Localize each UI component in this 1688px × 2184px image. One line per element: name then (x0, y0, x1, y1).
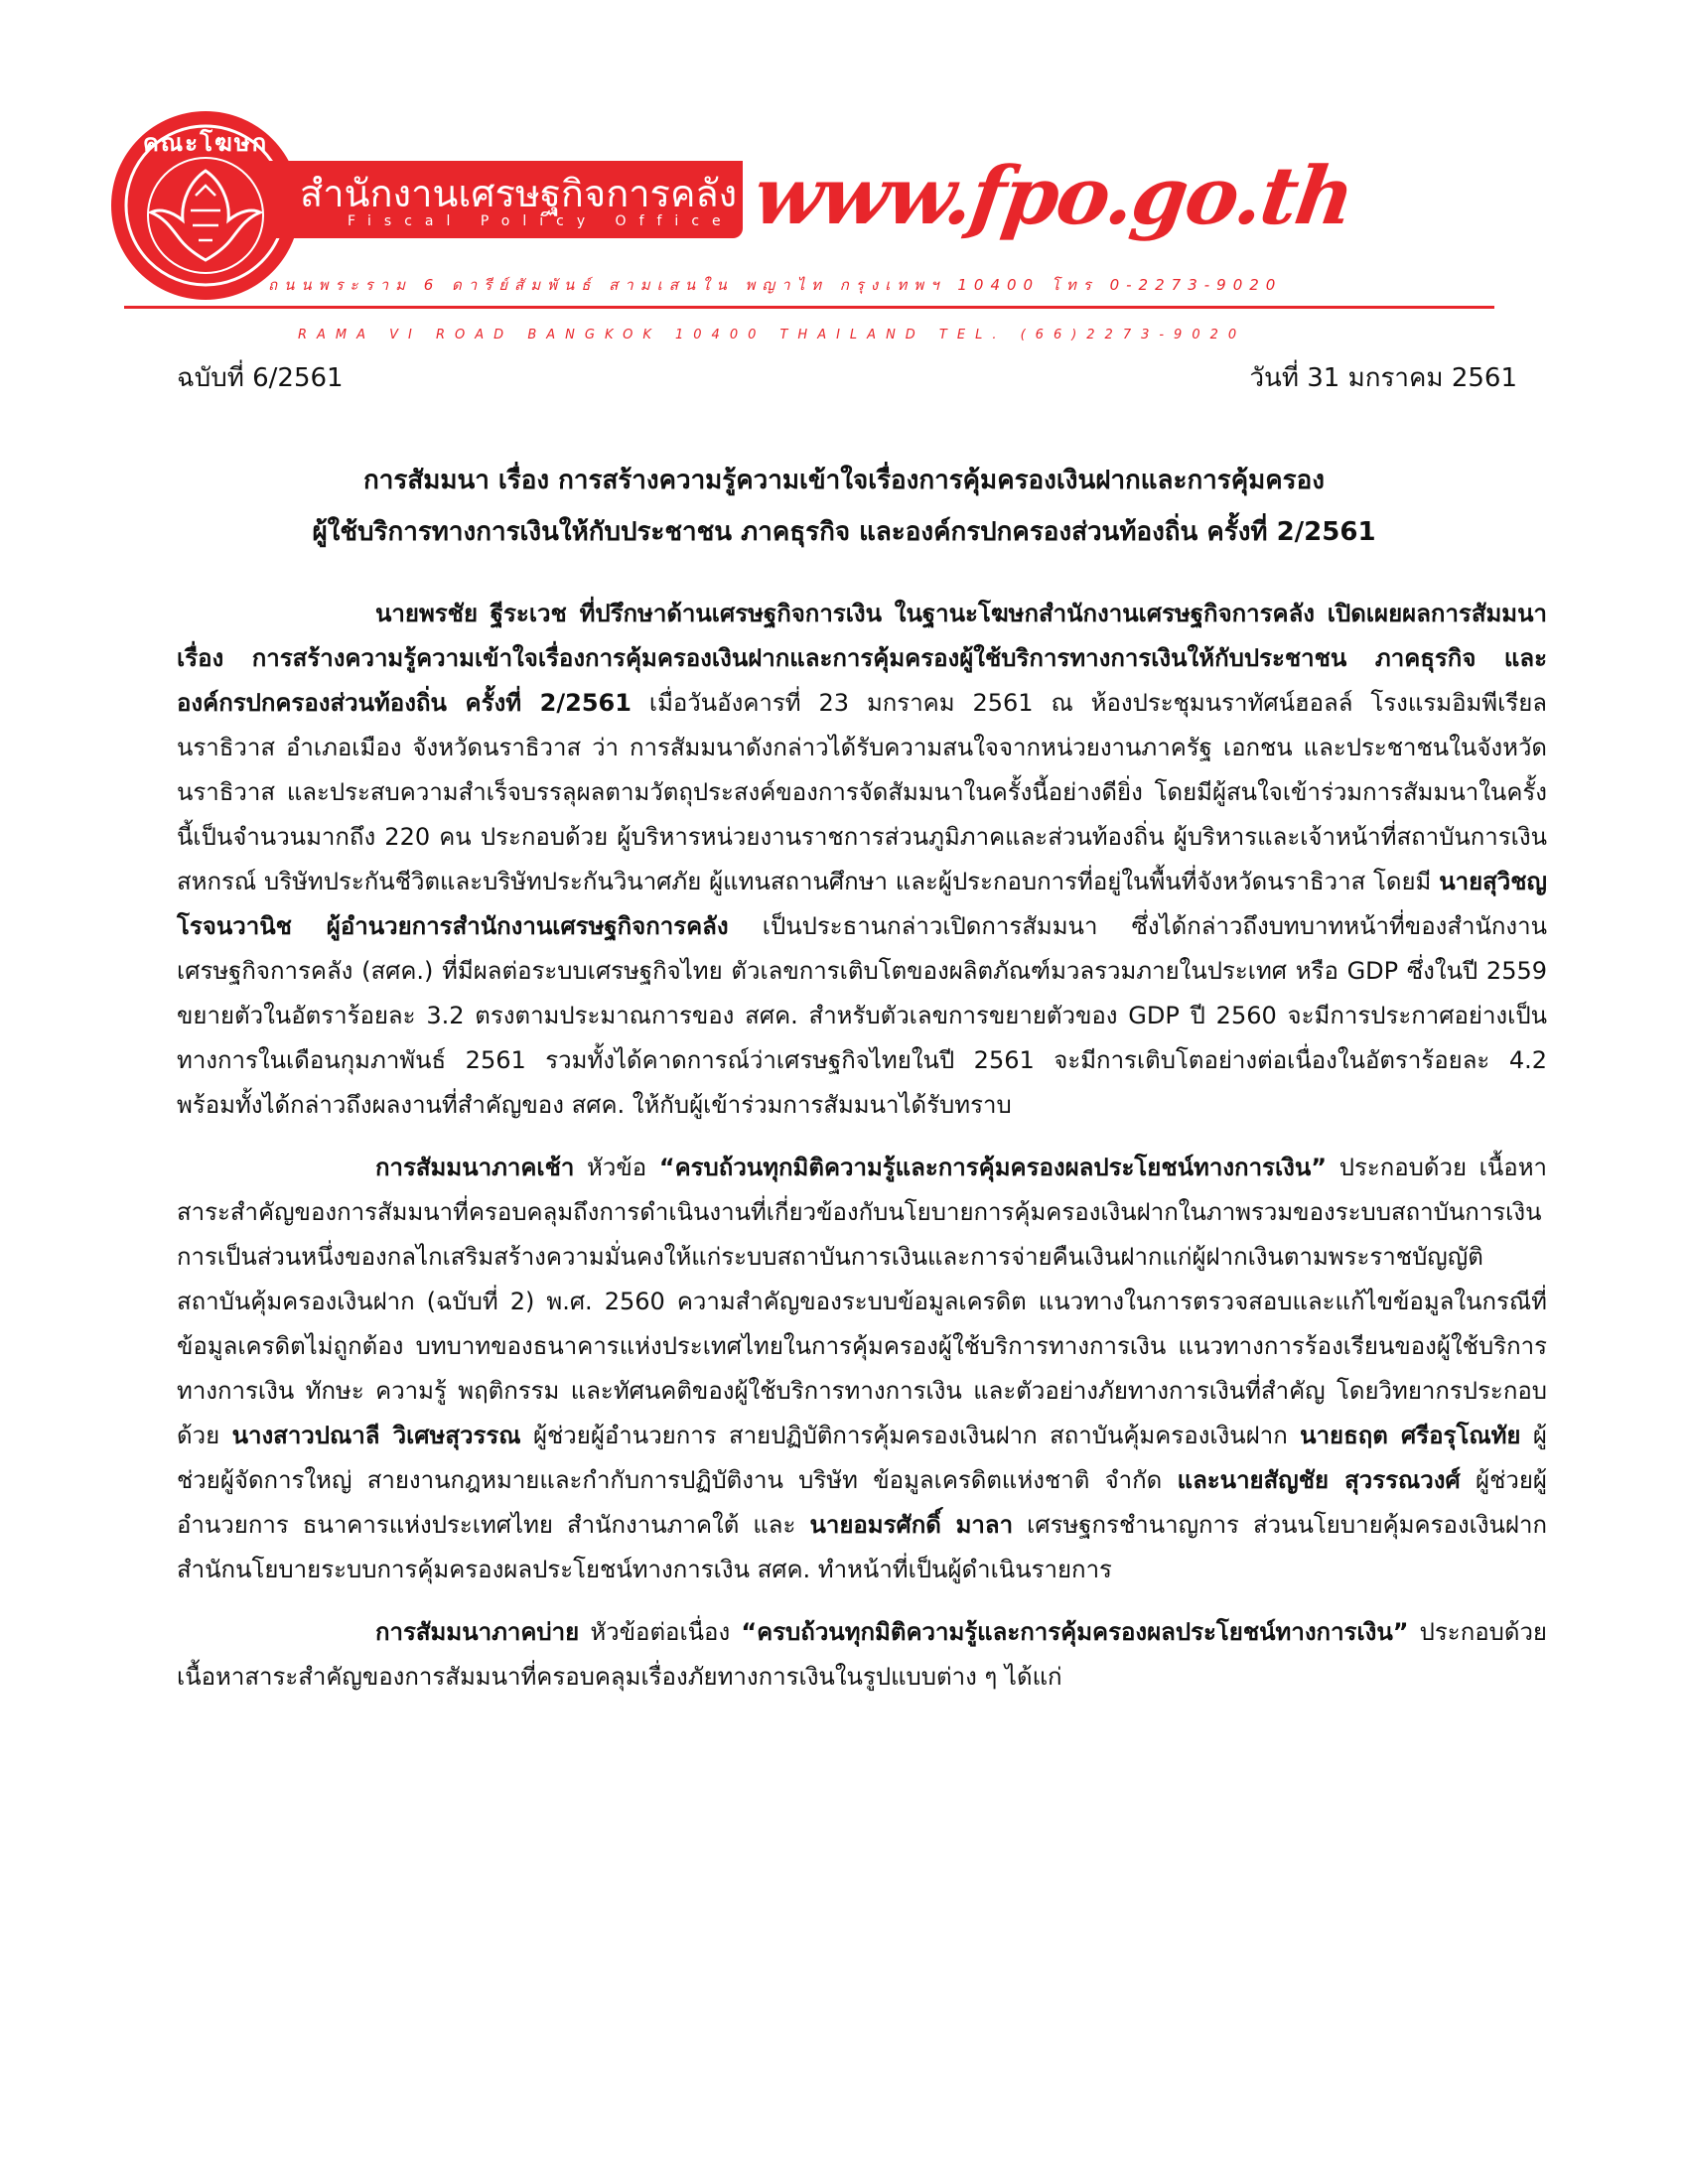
p2-bold-2: “ครบถ้วนทุกมิติความรู้และการคุ้มครองผลประโยชน์ทางการเงิน” (658, 1154, 1328, 1181)
address-thai: ถนนพระราม 6 ดารีย์สัมพันธ์ สามเสนใน พญาไท กรุงเทพฯ 10400 โทร 0-2273-9020 (268, 276, 1283, 294)
p2-bold-1: การสัมมนาภาคเช้า (375, 1154, 575, 1181)
p2-text-4: ผู้ช่วยผู้จัดการใหญ่ สายงานกฎหมายและกำกับการปฏิบัติงาน บริษัท ข้อมูลเครดิตแห่งชาติ จำกัด (177, 1422, 1547, 1494)
p1-bold-2: นายสุวิชญ โรจนวานิช ผู้อำนวยการสำนักงานเศรษฐกิจการคลัง (177, 868, 1547, 940)
p2-bold-3: นางสาวปณาลี วิเศษสุวรรณ (231, 1422, 521, 1449)
p2-text-3: ผู้ช่วยผู้อำนวยการ สายปฏิบัติการคุ้มครองเงินฝาก สถาบันคุ้มครองเงินฝาก (520, 1422, 1301, 1449)
title-line-1: การสัมมนา เรื่อง การสร้างความรู้ความเข้าใจเรื่องการคุ้มครองเงินฝากและการคุ้มครอง (363, 466, 1325, 495)
p3-bold-2: “ครบถ้วนทุกมิติความรู้และการคุ้มครองผลประโยชน์ทางการเงิน” (741, 1618, 1409, 1646)
p2-bold-5: นายสัญชัย สุวรรณวงศ์ (1219, 1466, 1461, 1494)
p2-text-1: หัวข้อ (574, 1154, 659, 1181)
p2-text-2: ประกอบด้วย เนื้อหาสาระสำคัญของการสัมมนาที่ครอบคลุมถึงการดำเนินงานที่เกี่ยวข้องกับนโยบายการคุ้มครองเงินฝากในภาพรวมของระบบสถาบันการเงิน การเป็นส่วนหนึ่งของกลไกเสริมสร้างความมั่นคงให้แก่ระบบสถาบันการเงินและการจ่ายคืนเงินฝากแก่ผู้ฝากเงินตามพระราชบัญญัติสถาบันคุ้มครองเงินฝาก (ฉบับที่ 2) พ.ศ. 2560 ความสำคัญของระบบข้อมูลเครดิต แนวทางในการตรวจสอบและแก้ไขข้อมูลในกรณีที่ข้อมูลเครดิตไม่ถูกต้อง บทบาทของธนาคารแห่งประเทศไทยในการคุ้มครองผู้ใช้บริการทางการเงิน แนวทางการร้องเรียนของผู้ใช้บริการทางการเงิน ทักษะ ความรู้ พฤติกรรม และทัศนคติของผู้ใช้บริการทางการเงิน และตัวอย่างภัยทางการเงินที่สำคัญ โดยวิทยากรประกอบด้วย (177, 1154, 1547, 1449)
document-body (177, 592, 1547, 1717)
header-divider (124, 306, 1494, 309)
p1-bold-1: นายพรชัย ฐีระเวช ที่ปรึกษาด้านเศรษฐกิจการเงิน ในฐานะโฆษกสำนักงานเศรษฐกิจการคลัง เปิดเผยผลการสัมมนา เรื่อง การสร้างความรู้ความเข้าใจเรื่องการคุ้มครองเงินฝากและการคุ้มครองผู้ใช้บริการทางการเงินให้กับประชาชน ภาคธุรกิจ และองค์กรปกครองส่วนท้องถิ่น ครั้งที่ 2/2561 (177, 600, 1547, 717)
website-link[interactable]: www.fpo.go.th (748, 149, 1359, 242)
paragraph-1 (177, 592, 1547, 1128)
p2-bold-6: นายอมรศักดิ์ มาลา (809, 1511, 1014, 1539)
p3-text-1: หัวข้อต่อเนื่อง (579, 1618, 742, 1646)
title-line-2: ผู้ใช้บริการทางการเงินให้กับประชาชน ภาคธุรกิจ และองค์กรปกครองส่วนท้องถิ่น ครั้งที่ 2/2561 (312, 517, 1376, 547)
p3-text-2: ประกอบด้วย เนื้อหาสาระสำคัญของการสัมมนาที่ครอบคลุมเรื่องภัยทางการเงินในรูปแบบต่าง ๆ ได้แก่ (177, 1618, 1547, 1691)
p3-bold-1: การสัมมนาภาคบ่าย (375, 1618, 580, 1646)
p1-text-2: เป็นประธานกล่าวเปิดการสัมมนา ซึ่งได้กล่าวถึงบทบาทหน้าที่ของสำนักงานเศรษฐกิจการคลัง (สศค.) ที่มีผลต่อระบบเศรษฐกิจไทย ตัวเลขการเติบโตของผลิตภัณฑ์มวลรวมภายในประเทศ หรือ GDP ซึ่งในปี 2559 ขยายตัวในอัตราร้อยละ 3.2 ตรงตามประมาณการของ สศค. สำหรับตัวเลขการขยายตัวของ GDP ปี 2560 จะมีการประกาศอย่างเป็นทางการในเดือนกุมภาพันธ์ 2561 รวมทั้งได้คาดการณ์ว่าเศรษฐกิจไทยในปี 2561 จะมีการเติบโตอย่างต่อเนื่องในอัตราร้อยละ 4.2 พร้อมทั้งได้กล่าวถึงผลงานที่สำคัญของ สศค. ให้กับผู้เข้าร่วมการสัมมนาได้รับทราบ (177, 912, 1548, 1119)
paragraph-3 (177, 1610, 1547, 1700)
seal-text: คณะโฆษก (142, 128, 269, 157)
org-name-english: Fiscal Policy Office (348, 213, 734, 229)
letterhead (0, 0, 1688, 342)
p2-text-5: และ (1177, 1466, 1220, 1494)
document-title (139, 455, 1549, 558)
p2-bold-4: นายธฤต ศรีอรุโณทัย (1300, 1422, 1521, 1449)
paragraph-2 (177, 1146, 1547, 1592)
org-name-thai: สำนักงานเศรษฐกิจการคลัง (300, 172, 738, 215)
p1-text-1: เมื่อวันอังคารที่ 23 มกราคม 2561 ณ ห้องประชุมนราทัศน์ฮอลล์ โรงแรมอิมพีเรียลนราธิวาส อำเภอเมือง จังหวัดนราธิวาส ว่า การสัมมนาดังกล่าวได้รับความสนใจจากหน่วยงานภาครัฐ เอกชน และประชาชนในจังหวัดนราธิวาส และประสบความสำเร็จบรรลุผลตามวัตถุประสงค์ของการจัดสัมมนาในครั้งนี้อย่างดียิ่ง โดยมีผู้สนใจเข้าร่วมการสัมมนาในครั้งนี้เป็นจำนวนมากถึง 220 คน ประกอบด้วย ผู้บริหารหน่วยงานราชการส่วนภูมิภาคและส่วนท้องถิ่น ผู้บริหารและเจ้าหน้าที่สถาบันการเงิน สหกรณ์ บริษัทประกันชีวิตและบริษัทประกันวินาศภัย ผู้แทนสถานศึกษา และผู้ประกอบการที่อยู่ในพื้นที่จังหวัดนราธิวาส โดยมี (177, 689, 1547, 895)
p2-text-7: เศรษฐกรชำนาญการ ส่วนนโยบายคุ้มครองเงินฝาก สำนักนโยบายระบบการคุ้มครองผลประโยชน์ทางการเงิน สศค. ทำหน้าที่เป็นผู้ดำเนินรายการ (177, 1511, 1547, 1583)
p2-text-6: ผู้ช่วยผู้อำนวยการ ธนาคารแห่งประเทศไทย สำนักงานภาคใต้ และ (177, 1466, 1547, 1539)
issue-number: ฉบับที่ 6/2561 (177, 363, 344, 393)
issue-date: วันที่ 31 มกราคม 2561 (1249, 363, 1517, 393)
address-english: RAMA VI ROAD BANGKOK 10400 THAILAND TEL. (66)2273-9020 (298, 328, 1247, 342)
